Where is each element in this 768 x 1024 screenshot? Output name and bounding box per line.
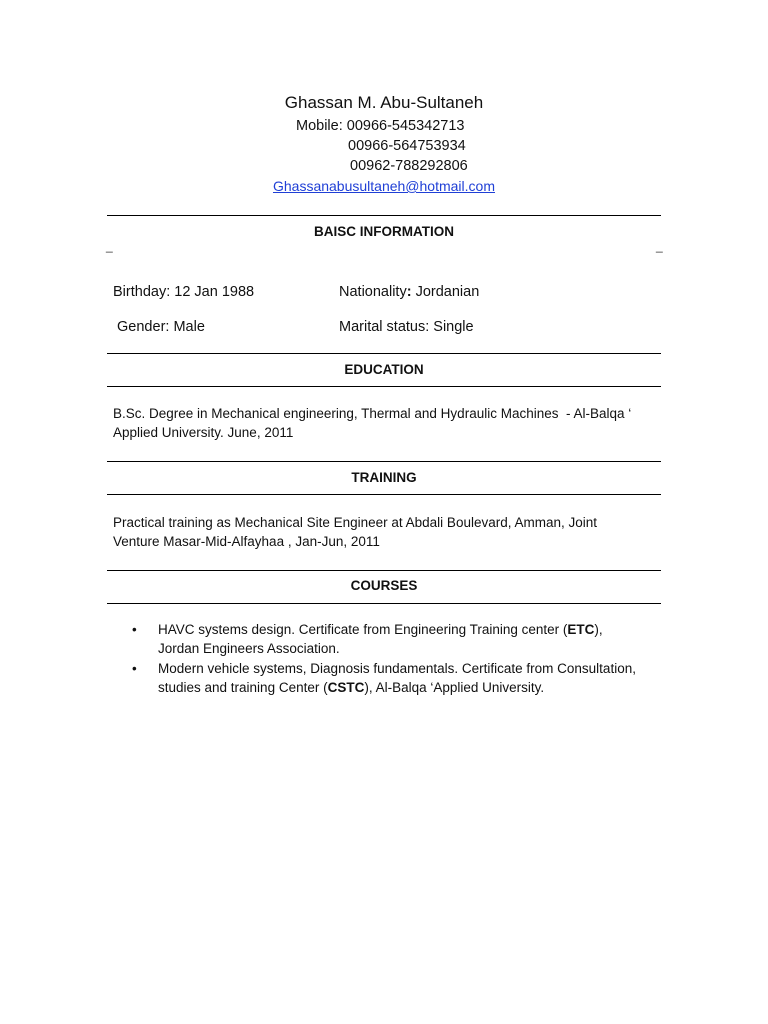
left-tick-mark: _ [106,239,113,253]
basic-info-heading: BAISC INFORMATION [314,224,454,239]
course-2-abbrev: CSTC [327,680,365,695]
nationality-colon: : [406,284,412,300]
right-tick-mark: _ [656,239,663,253]
candidate-name: Ghassan M. Abu-Sultaneh [284,93,484,112]
course-1-text: HAVC systems design. Certificate from Engineering Training center ( [158,622,568,637]
section-divider [107,570,661,571]
course-1-line-1 [158,620,658,639]
list-item [113,620,658,658]
birthday-field: Birthday: 12 Jan 1988 [113,284,255,300]
section-divider [107,494,661,495]
course-1-line-2: Jordan Engineers Association. [158,641,340,656]
nationality-label: Nationality [339,284,407,300]
course-2-line-2 [158,678,658,697]
course-2-text: studies and training Center ( [158,680,328,695]
mobile-number-2: 00966-564753934 [348,138,466,154]
education-line-1: B.Sc. Degree in Mechanical engineering, Thermal and Hydraulic Machines - Al-Balqa ‘ [113,406,632,421]
mobile-number-3: 00962-788292806 [350,158,468,174]
section-divider [107,461,661,462]
courses-heading: COURSES [350,578,418,593]
section-divider [107,353,661,354]
course-1-text-end: ), [594,622,603,637]
training-line-2: Venture Masar-Mid-Alfayhaa , Jan-Jun, 2011 [113,534,380,549]
section-divider [107,603,661,604]
course-2-line-1: Modern vehicle systems, Diagnosis fundamentals. Certificate from Consultation, [158,661,636,676]
education-heading: EDUCATION [344,362,424,377]
training-entry [113,513,653,551]
mobile-number-1: Mobile: 00966-545342713 [296,118,465,134]
gender-field: Gender: Male [113,319,205,335]
section-divider [107,386,661,387]
education-entry [113,404,653,442]
training-line-1: Practical training as Mechanical Site Engineer at Abdali Boulevard, Amman, Joint [113,515,598,530]
nationality-value: Jordanian [411,284,480,300]
bullet-icon: • [132,661,137,676]
section-divider [107,215,661,216]
bullet-icon: • [132,622,137,637]
education-line-2: Applied University. June, 2011 [113,425,294,440]
email-link[interactable]: Ghassanabusultaneh@hotmail.com [272,178,495,194]
marital-status-field: Marital status: Single [339,319,474,335]
course-2-text-end: ), Al-Balqa ‘Applied University. [364,680,545,695]
nationality-field [339,284,479,300]
course-1-abbrev: ETC [567,622,595,637]
training-heading: TRAINING [351,470,417,485]
list-item [113,659,658,697]
courses-list [113,620,658,698]
